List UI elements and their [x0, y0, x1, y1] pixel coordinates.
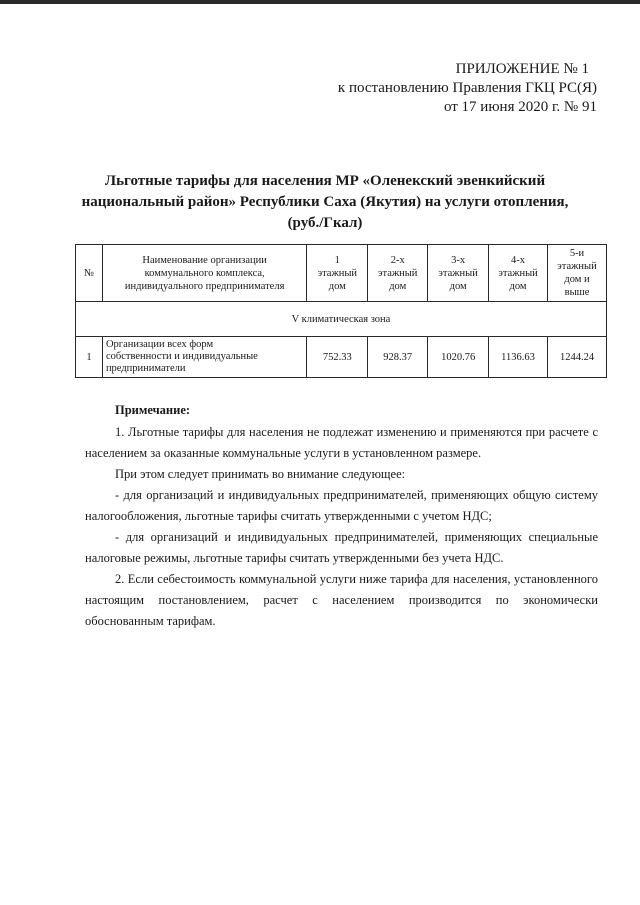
climate-zone-label: V климатическая зона — [76, 302, 607, 337]
title-line-3: (руб./Гкал) — [287, 215, 363, 231]
column-header-2-floor: 2-х этажный дом — [368, 245, 428, 302]
note-paragraph-1: 1. Льготные тарифы для населения не подлежат изменению и применяются при расчете с населением за оказанные коммунальные услуги в установленном размере. — [85, 425, 598, 460]
organization-cell: Организации всех форм собственности и индивидуальные предприниматели — [102, 337, 306, 378]
column-header-4-floor: 4-х этажный дом — [489, 245, 548, 302]
notes-heading: Примечание: — [115, 403, 191, 417]
column-header-5-floor-plus: 5-и этажный дом и выше — [548, 245, 607, 302]
row-number: 1 — [76, 337, 103, 378]
column-header-organization: Наименование организации коммунального комплекса, индивидуального предпринимателя — [102, 245, 306, 302]
appendix-number: ПРИЛОЖЕНИЕ № 1 — [455, 61, 589, 77]
climate-zone-row — [76, 302, 607, 337]
column-header-1-floor: 1 этажный дом — [307, 245, 368, 302]
title-line-2: национальный район» Республики Саха (Якутия) на услуги отопления, — [81, 194, 569, 210]
appendix-header — [338, 60, 597, 117]
scan-top-edge — [0, 0, 640, 4]
tariff-4-floor: 1136.63 — [489, 337, 548, 378]
resolution-date: от 17 июня 2020 г. № 91 — [443, 99, 597, 115]
tariff-3-floor: 1020.76 — [428, 337, 489, 378]
note-paragraph-3: - для организаций и индивидуальных предпринимателей, применяющих общую систему налогообложения, льготные тарифы считать утвержденными с учетом НДС; — [85, 488, 598, 523]
table-row — [76, 337, 607, 378]
tariff-table — [75, 244, 607, 378]
title-line-1: Льготные тарифы для населения МР «Оленекский эвенкийский — [104, 173, 546, 189]
note-paragraph-2: При этом следует принимать во внимание следующее: — [115, 467, 406, 481]
document-title — [60, 171, 590, 234]
notes-section — [85, 400, 598, 632]
tariff-2-floor: 928.37 — [368, 337, 428, 378]
column-header-3-floor: 3-х этажный дом — [428, 245, 489, 302]
column-header-number: № — [76, 245, 103, 302]
table-header-row — [76, 245, 607, 302]
resolution-reference: к постановлению Правления ГКЦ РС(Я) — [337, 80, 597, 96]
note-paragraph-5: 2. Если себестоимость коммунальной услуги ниже тарифа для населения, установленного настоящим постановлением, расчет с населением производится по экономически обоснованным тарифам. — [85, 572, 598, 628]
tariff-1-floor: 752.33 — [307, 337, 368, 378]
tariff-5-floor-plus: 1244.24 — [548, 337, 607, 378]
note-paragraph-4: - для организаций и индивидуальных предпринимателей, применяющих специальные налоговые режимы, льготные тарифы считать утвержденными без учета НДС. — [85, 530, 598, 565]
